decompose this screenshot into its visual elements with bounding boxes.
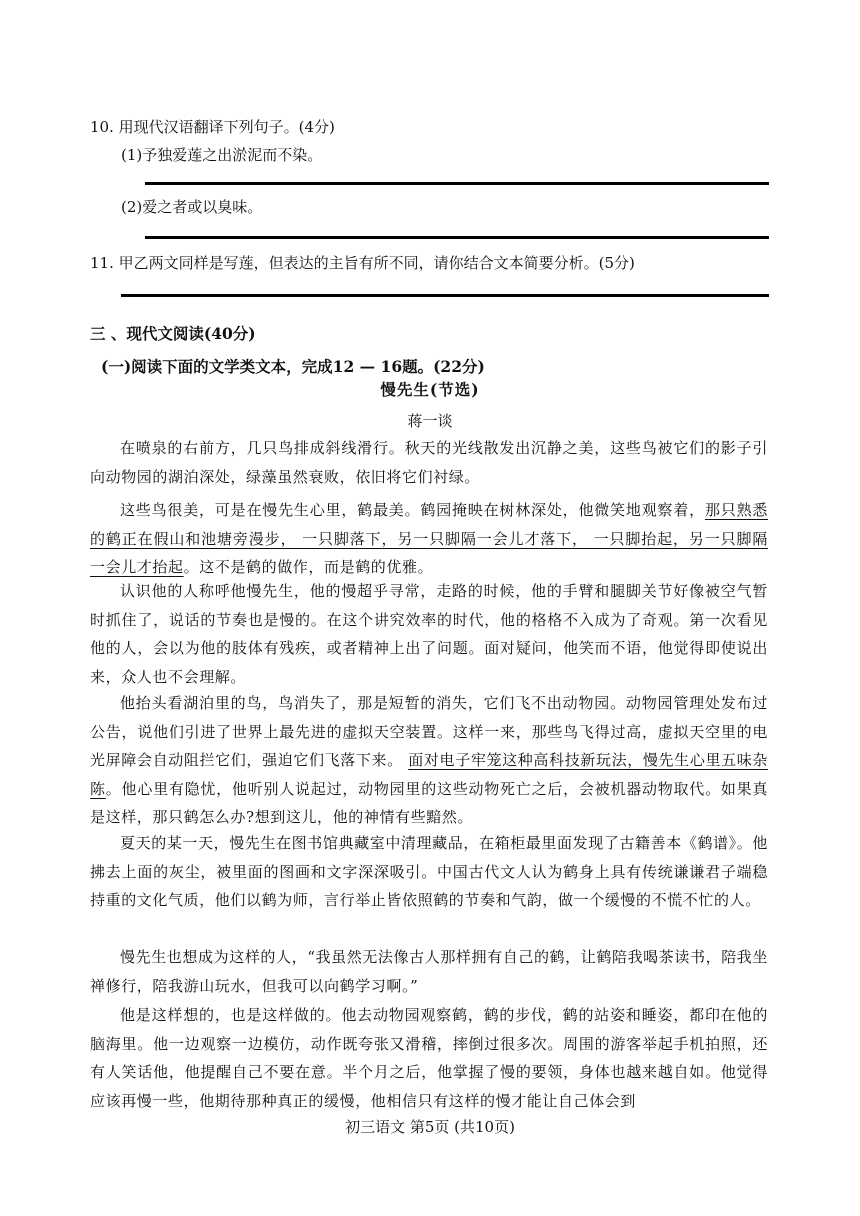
answer-line-10-1 — [145, 182, 769, 185]
paragraph-5: 夏天的某一天，慢先生在图书馆典藏室中清理藏品，在箱柜最里面发现了古籍善本《鹤谱》。他拂去上面的灰尘，被里面的图画和文字深深吸引。中国古代文人认为鹤身上具有传统谦谦君子端稳持重的文化气质，他们以鹤为师，言行举止皆依照鹤的节奏和气韵，做一个缓慢的不慌不忙的人。 — [90, 834, 768, 909]
page-footer: 初三语文 第5页 (共10页) — [345, 1118, 515, 1136]
paragraph-4-underlined: 面对电子牢笼这种高科技新玩法，慢先生心里五味杂陈 — [90, 751, 768, 798]
paragraph-1: 在喷泉的右前方，几只鸟排成斜线滑行。秋天的光线散发出沉静之美，这些鸟被它们的影子引向动物园的湖泊深处，绿藻虽然衰败，依旧将它们衬绿。 — [90, 439, 768, 486]
part-heading: (一)阅读下面的文学类文本，完成12 — 16题。(22分) — [101, 357, 485, 376]
answer-line-10-2 — [145, 236, 769, 239]
paragraph-2-text-end: 。这不是鹤的做作，而是鹤的优雅。 — [183, 558, 434, 576]
article-title: 慢先生(节选) — [380, 380, 480, 399]
paragraph-7: 他是这样想的，也是这样做的。他去动物园观察鹤，鹤的步伐，鹤的站姿和睡姿，都印在他的脑海里。他一边观察一边模仿，动作既夸张又滑稽，摔倒过很多次。周围的游客举起手机拍照，还有人笑话他，他提醒自己不要在意。半个月之后，他掌握了慢的要领，身体也越来越自如。他觉得应该再慢一些，他期待那种真正的缓慢，他相信只有这样的慢才能让自己体会到 — [90, 1006, 768, 1110]
answer-line-11 — [121, 294, 769, 297]
paragraph-4-text: 他抬头看湖泊里的鸟，鸟消失了，那是短暂的消失，它们飞不出动物园。动物园管理处发布过公告，说他们引进了世界上最先进的虚拟天空装置。这样一来，那些鸟飞得过高，虚拟天空里的电光屏障会自动阻拦它们，强迫它们飞落下来。 — [90, 694, 768, 769]
paragraph-4-text-end: 。他心里有隐忧，他听别人说起过，动物园里的这些动物死亡之后，会被机器动物取代。如果真是这样，那只鹤怎么办?想到这儿，他的神情有些黯然。 — [90, 779, 768, 826]
question-10-stem: 10. 用现代汉语翻译下列句子。(4分) — [90, 118, 335, 136]
question-11-stem: 11. 甲乙两文同样是写莲，但表达的主旨有所不同，请你结合文本简要分析。(5分) — [90, 254, 635, 272]
question-10-sentence-1: (1)予独爱莲之出淤泥而不染。 — [121, 146, 323, 164]
paragraph-2-underlined: 那只熟悉的鹤正在假山和池塘旁漫步， 一只脚落下，另一只脚隔一会儿才落下， 一只脚抬起，另一只脚隔一会儿才抬起 — [90, 501, 768, 576]
paragraph-3: 认识他的人称呼他慢先生，他的慢超乎寻常，走路的时候，他的手臂和腿脚关节好像被空气暂时抓住了，说话的节奏也是慢的。在这个讲究效率的时代，他的格格不入成为了奇观。第一次看见他的人，会以为他的肢体有残疾，或者精神上出了问题。面对疑问，他笑而不语，他觉得即使说出来，众人也不会理解。 — [90, 582, 768, 686]
paragraph-4 — [90, 689, 768, 832]
paragraph-6: 慢先生也想成为这样的人，“我虽然无法像古人那样拥有自己的鹤，让鹤陪我喝茶读书，陪我坐禅修行，陪我游山玩水，但我可以向鹤学习啊。” — [90, 948, 768, 995]
article-author: 蒋一谈 — [407, 412, 453, 430]
question-10-sentence-2: (2)爱之者或以臭味。 — [121, 198, 263, 216]
section-heading: 三 、现代文阅读(40分) — [90, 324, 256, 343]
paragraph-2-text: 这些鸟很美，可是在慢先生心里，鹤最美。鹤园掩映在树林深处，他微笑地观察着， — [120, 501, 705, 519]
paragraph-2 — [90, 496, 768, 582]
